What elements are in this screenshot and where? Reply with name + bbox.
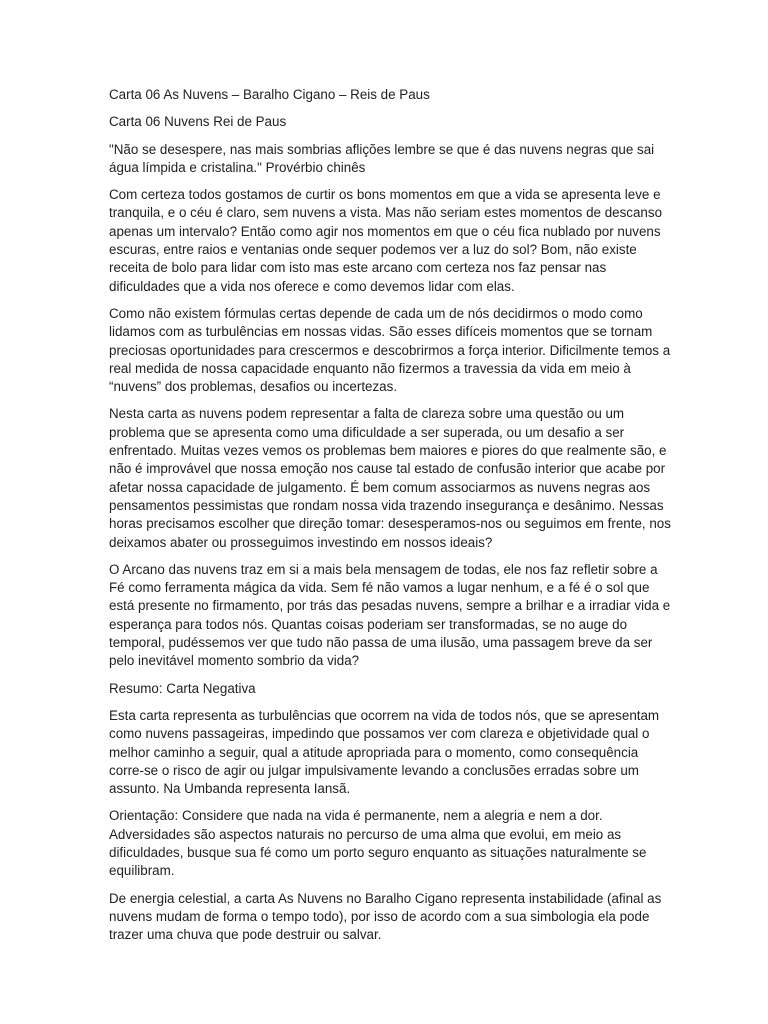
paragraph-meaning: Nesta carta as nuvens podem representar a falta de clareza sobre uma questão ou um problema que se apresenta como uma dificuldade a ser superada, ou um desafio a ser enfrentado. Muitas vezes vemos os problemas bem maiores e piores do que realmente são, e não é improvável que nossa emoção nos cause tal estado de confusão interior que acabe por afetar nossa capacidade de julgamento. É bem comum associarmos as nuvens negras aos pensamentos pessimistas que rondam nossa vida trazendo insegurança e desânimo. Nessas horas precisamos escolher que direção tomar: desesperamos-nos ou seguimos em frente, nos deixamos abater ou prosseguimos investindo em nossos ideais? [109, 406, 671, 550]
paragraph-guidance: Orientação: Considere que nada na vida é permanente, nem a alegria e nem a dor. Adversidades são aspectos naturais no percurso de uma alma que evolui, em meio as dificuldades, busque sua fé como um porto seguro enquanto as situações naturalmente se equilibram. [109, 808, 647, 879]
document-subtitle: Carta 06 Nuvens Rei de Paus [109, 114, 287, 130]
proverb-quote: "Não se desespere, nas mais sombrias aflições lembre se que é das nuvens negras que sai água límpida e cristalina." Provérbio chinês [109, 141, 655, 175]
summary-heading: Resumo: Carta Negativa [109, 680, 256, 696]
document-title: Carta 06 As Nuvens – Baralho Cigano – Reis de Paus [109, 87, 430, 102]
paragraph-energy: De energia celestial, a carta As Nuvens no Baralho Cigano representa instabilidade (afinal as nuvens mudam de forma o tempo todo), por isso de acordo com a sua simbologia ela pode trazer uma chuva que pode destruir ou salvar. [109, 890, 662, 943]
paragraph-summary: Esta carta representa as turbulências que ocorrem na vida de todos nós, que se apresentam como nuvens passageiras, impedindo que possamos ver com clareza e objetividade qual o melhor caminho a seguir, qual a atitude apropriada para o momento, como consequência corre-se o risco de agir ou julgar impulsivamente levando a conclusões erradas sobre um assunto. Na Umbanda representa Iansã. [109, 707, 660, 797]
paragraph-formulas: Como não existem fórmulas certas depende de cada um de nós decidirmos o modo como lidamos com as turbulências em nossas vidas. São esses difíceis momentos que se tornam preciosas oportunidades para crescermos e descobrirmos a força interior. Dificilmente temos a real medida de nossa capacidade enquanto não fizermos a travessia da vida em meio à “nuvens” dos problemas, desafios ou incertezas. [109, 305, 671, 395]
paragraph-intro: Com certeza todos gostamos de curtir os bons momentos em que a vida se apresenta leve e tranquila, e o céu é claro, sem nuvens a vista. Mas não seriam estes momentos de descanso apenas um intervalo? Então como agir nos momentos em que o céu fica nublado por nuvens escuras, entre raios e ventanias onde sequer podemos ver a luz do sol? Bom, não existe receita de bolo para lidar com isto mas este arcano com certeza nos faz pensar nas dificuldades que a vida nos oferece e como devemos lidar com elas. [109, 187, 663, 294]
paragraph-faith: O Arcano das nuvens traz em si a mais bela mensagem de todas, ele nos faz refletir sobre a Fé como ferramenta mágica da vida. Sem fé não vamos a lugar nenhum, e a fé é o sol que está presente no firmamento, por trás das pesadas nuvens, sempre a brilhar e a irradiar vida e esperança para todos nós. Quantas coisas poderiam ser transformadas, se no auge do temporal, pudéssemos ver que tudo não passa de uma ilusão, uma passagem breve da ser pelo inevitável momento sombrio da vida? [109, 561, 671, 669]
